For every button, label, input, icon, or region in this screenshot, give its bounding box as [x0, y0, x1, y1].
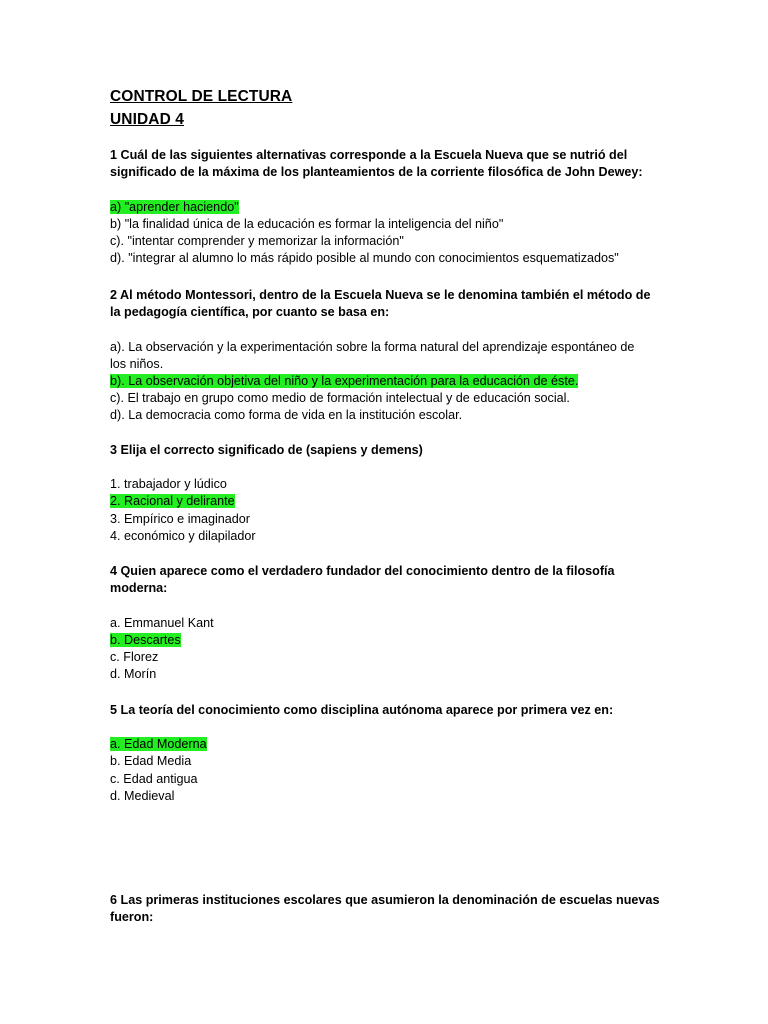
question-text: moderna:: [110, 581, 168, 595]
answer-option: c). El trabajo en grupo como medio de formación intelectual y de educación social.: [110, 391, 570, 405]
answer-option: c. Edad antigua: [110, 772, 198, 786]
question-text: la pedagogía científica, por cuanto se basa en:: [110, 305, 390, 319]
answer-option: 3. Empírico e imaginador: [110, 512, 250, 526]
answer-option: b) "la finalidad única de la educación es formar la inteligencia del niño": [110, 217, 504, 231]
answer-option-correct: [110, 199, 239, 216]
answer-option-correct: [110, 493, 235, 510]
answer-option: a). La observación y la experimentación sobre la forma natural del aprendizaje espontáneo de: [110, 340, 635, 354]
highlighted-answer: b). La observación objetiva del niño y la experimentación para la educación de éste.: [110, 374, 579, 388]
answer-option: d. Morín: [110, 667, 157, 681]
highlighted-answer: a) "aprender haciendo": [110, 200, 239, 214]
answer-option-correct: [110, 736, 207, 753]
highlighted-answer: b. Descartes: [110, 633, 181, 647]
answer-option: 1. trabajador y lúdico: [110, 477, 227, 491]
question-text: 3 Elija el correcto significado de (sapiens y demens): [110, 443, 423, 457]
question-text: 4 Quien aparece como el verdadero fundador del conocimiento dentro de la filosofía: [110, 564, 615, 578]
answer-option-continuation: los niños.: [110, 357, 164, 371]
document-title: CONTROL DE LECTURA: [110, 88, 293, 105]
answer-option: a. Emmanuel Kant: [110, 616, 214, 630]
answer-option: 4. económico y dilapilador: [110, 529, 256, 543]
answer-option: d. Medieval: [110, 789, 175, 803]
highlighted-answer: a. Edad Moderna: [110, 737, 207, 751]
question-text: significado de la máxima de los planteamientos de la corriente filosófica de John Dewey:: [110, 165, 643, 179]
answer-option: b. Edad Media: [110, 754, 192, 768]
question-text: 5 La teoría del conocimiento como disciplina autónoma aparece por primera vez en:: [110, 703, 614, 717]
answer-option: d). "integrar al alumno lo más rápido posible al mundo con conocimientos esquematizados": [110, 251, 619, 265]
highlighted-answer: 2. Racional y delirante: [110, 494, 235, 508]
answer-option: d). La democracia como forma de vida en la institución escolar.: [110, 408, 463, 422]
question-text: 6 Las primeras instituciones escolares que asumieron la denominación de escuelas nuevas: [110, 893, 660, 907]
question-text: 1 Cuál de las siguientes alternativas corresponde a la Escuela Nueva que se nutrió del: [110, 148, 628, 162]
answer-option-correct: [110, 373, 578, 390]
answer-option: c. Florez: [110, 650, 159, 664]
answer-option: c). "intentar comprender y memorizar la información": [110, 234, 404, 248]
answer-option-correct: [110, 632, 181, 649]
document-subtitle: UNIDAD 4: [110, 111, 185, 128]
question-text: 2 Al método Montessori, dentro de la Escuela Nueva se le denomina también el método de: [110, 288, 651, 302]
question-text: fueron:: [110, 910, 154, 924]
